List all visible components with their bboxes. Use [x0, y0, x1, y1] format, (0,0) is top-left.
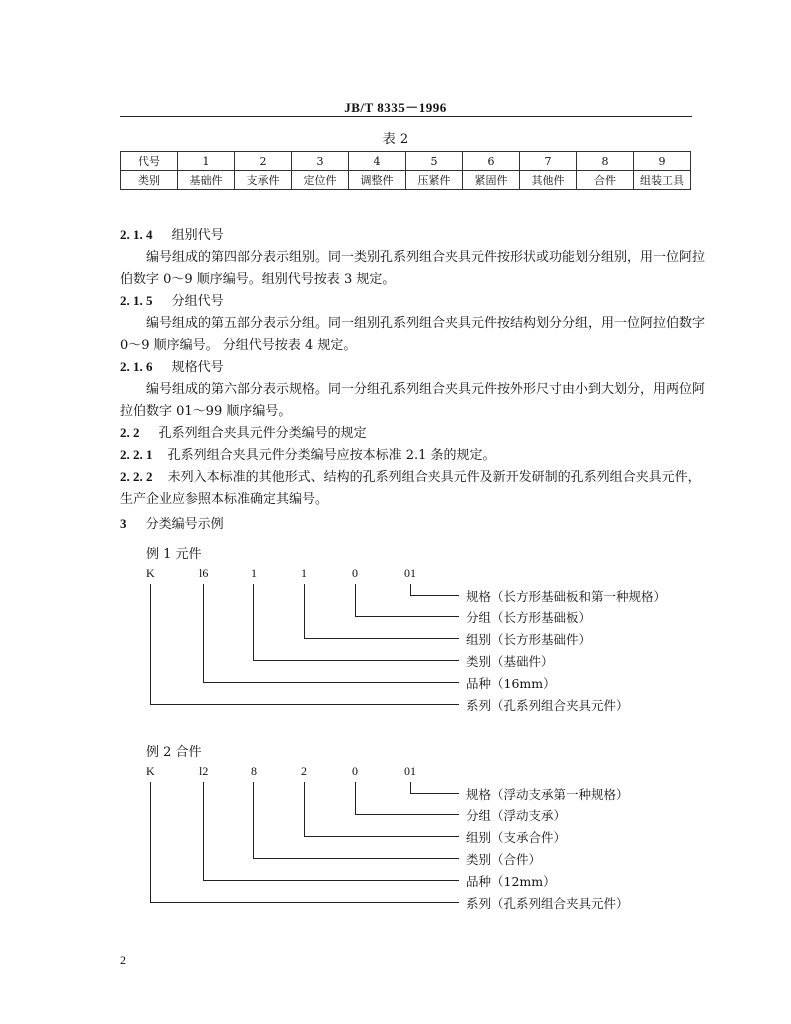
table-cell: 支承件 — [235, 171, 292, 190]
code-spec: 01 — [404, 764, 416, 778]
connector — [203, 880, 459, 881]
table-cell: 基础件 — [178, 171, 235, 190]
code-category: 1 — [251, 566, 257, 580]
label-variety: 品种（12mm） — [466, 874, 556, 889]
table-cell: 8 — [577, 152, 634, 171]
label-subgroup: 分组（长方形基础板） — [466, 610, 592, 625]
label-subgroup: 分组（浮动支承） — [466, 808, 567, 823]
section-2-2-heading — [120, 422, 367, 441]
section-2-1-4-heading — [120, 224, 224, 243]
header-rule — [120, 116, 692, 117]
connector — [203, 682, 459, 683]
code-variety: l2 — [199, 764, 209, 778]
table-cell: 7 — [520, 152, 577, 171]
connector — [150, 704, 459, 705]
label-group: 组别（支承合件） — [466, 830, 567, 845]
code-group: 2 — [301, 764, 307, 778]
table-cell: 5 — [406, 152, 463, 171]
label-series: 系列（孔系列组合夹具元件） — [466, 896, 629, 911]
table-cell: 紧固件 — [463, 171, 520, 190]
table-cell: 合件 — [577, 171, 634, 190]
table-cell: 1 — [178, 152, 235, 171]
connector — [253, 858, 459, 859]
section-title: 分类编号示例 — [145, 517, 224, 532]
connector — [410, 793, 459, 794]
code-series: K — [146, 764, 155, 778]
section-number: 2. 2 — [120, 425, 140, 440]
section-number: 2. 1. 5 — [120, 293, 153, 308]
paragraph-line: 0～9 顺序编号。 分组代号按表 4 规定。 — [120, 338, 357, 353]
section-text: 未列入本标准的其他形式、结构的孔系列组合夹具元件及新开发研制的孔系列组合夹具元件， — [167, 470, 701, 485]
section-2-1-5-heading — [120, 290, 224, 309]
connector — [355, 782, 356, 815]
table-row-categories — [121, 171, 691, 190]
section-number: 2. 2. 2 — [120, 469, 153, 484]
label-series: 系列（孔系列组合夹具元件） — [466, 698, 629, 713]
standard-number-header: JB/T 8335－1996 — [344, 100, 447, 115]
paragraph-line: 伯数字 0～9 顺序编号。组别代号按表 3 规定。 — [120, 272, 396, 287]
code-subgroup: 0 — [352, 764, 358, 778]
section-2-2-1 — [120, 444, 496, 463]
connector — [304, 584, 305, 639]
table-cell: 2 — [235, 152, 292, 171]
connector — [203, 782, 204, 881]
label-spec: 规格（浮动支承第一种规格） — [466, 787, 629, 802]
connector — [304, 782, 305, 837]
section-number: 2. 1. 6 — [120, 359, 153, 374]
section-number: 2. 2. 1 — [120, 447, 153, 462]
connector — [304, 836, 459, 837]
table-cell: 其他件 — [520, 171, 577, 190]
connector — [203, 584, 204, 683]
table-cell: 定位件 — [292, 171, 349, 190]
code-spec: 01 — [404, 566, 416, 580]
table-caption: 表 2 — [382, 132, 409, 147]
section-title: 分组代号 — [171, 294, 224, 309]
table-cell: 组装工具 — [634, 171, 691, 190]
paragraph-line: 拉伯数字 01～99 顺序编号。 — [120, 404, 292, 419]
paragraph-line: 编号组成的第六部分表示规格。同一分组孔系列组合夹具元件按外形尺寸由小到大划分，用两位阿 — [146, 382, 706, 397]
section-number: 2. 1. 4 — [120, 227, 153, 242]
connector — [355, 814, 459, 815]
label-variety: 品种（16mm） — [466, 676, 556, 691]
example-2-title: 例 2 合件 — [146, 745, 202, 760]
example-1-title: 例 1 元件 — [146, 547, 202, 562]
paragraph-line: 编号组成的第四部分表示组别。同一类别孔系列组合夹具元件按形状或功能划分组别，用一位阿拉 — [146, 250, 706, 265]
connector — [304, 638, 459, 639]
connector — [253, 782, 254, 859]
section-2-1-6-heading — [120, 356, 224, 375]
section-title: 组别代号 — [171, 228, 224, 243]
label-group: 组别（长方形基础件） — [466, 632, 592, 647]
label-category: 类别（基础件） — [466, 654, 554, 669]
section-3-heading — [120, 513, 224, 532]
code-variety: l6 — [199, 566, 209, 580]
table-row-codes — [121, 152, 691, 171]
code-group: 1 — [301, 566, 307, 580]
table-cell: 6 — [463, 152, 520, 171]
section-text: 孔系列组合夹具元件分类编号应按本标准 2.1 条的规定。 — [167, 448, 496, 463]
table-cell: 调整件 — [349, 171, 406, 190]
connector — [150, 782, 151, 903]
code-subgroup: 0 — [352, 566, 358, 580]
section-title: 规格代号 — [171, 360, 224, 375]
table-cell: 代号 — [121, 152, 178, 171]
code-series: K — [146, 566, 155, 580]
connector — [150, 902, 459, 903]
label-spec: 规格（长方形基础板和第一种规格） — [466, 589, 667, 604]
connector — [355, 616, 459, 617]
connector — [410, 595, 459, 596]
paragraph-line: 编号组成的第五部分表示分组。同一组别孔系列组合夹具元件按结构划分分组，用一位阿拉伯数字 — [146, 316, 706, 331]
table-cell: 4 — [349, 152, 406, 171]
label-category: 类别（合件） — [466, 852, 542, 867]
table-cell: 9 — [634, 152, 691, 171]
section-title: 孔系列组合夹具元件分类编号的规定 — [158, 426, 367, 441]
connector — [355, 584, 356, 617]
paragraph-line: 生产企业应参照本标准确定其编号。 — [120, 492, 329, 507]
connector — [253, 660, 459, 661]
table-cell: 压紧件 — [406, 171, 463, 190]
connector — [150, 584, 151, 705]
table-cell: 类别 — [121, 171, 178, 190]
page-number: 2 — [120, 953, 126, 967]
category-code-table — [120, 151, 691, 190]
section-2-2-2 — [120, 466, 701, 485]
section-number: 3 — [120, 516, 127, 531]
table-cell: 3 — [292, 152, 349, 171]
code-category: 8 — [251, 764, 257, 778]
connector — [253, 584, 254, 661]
